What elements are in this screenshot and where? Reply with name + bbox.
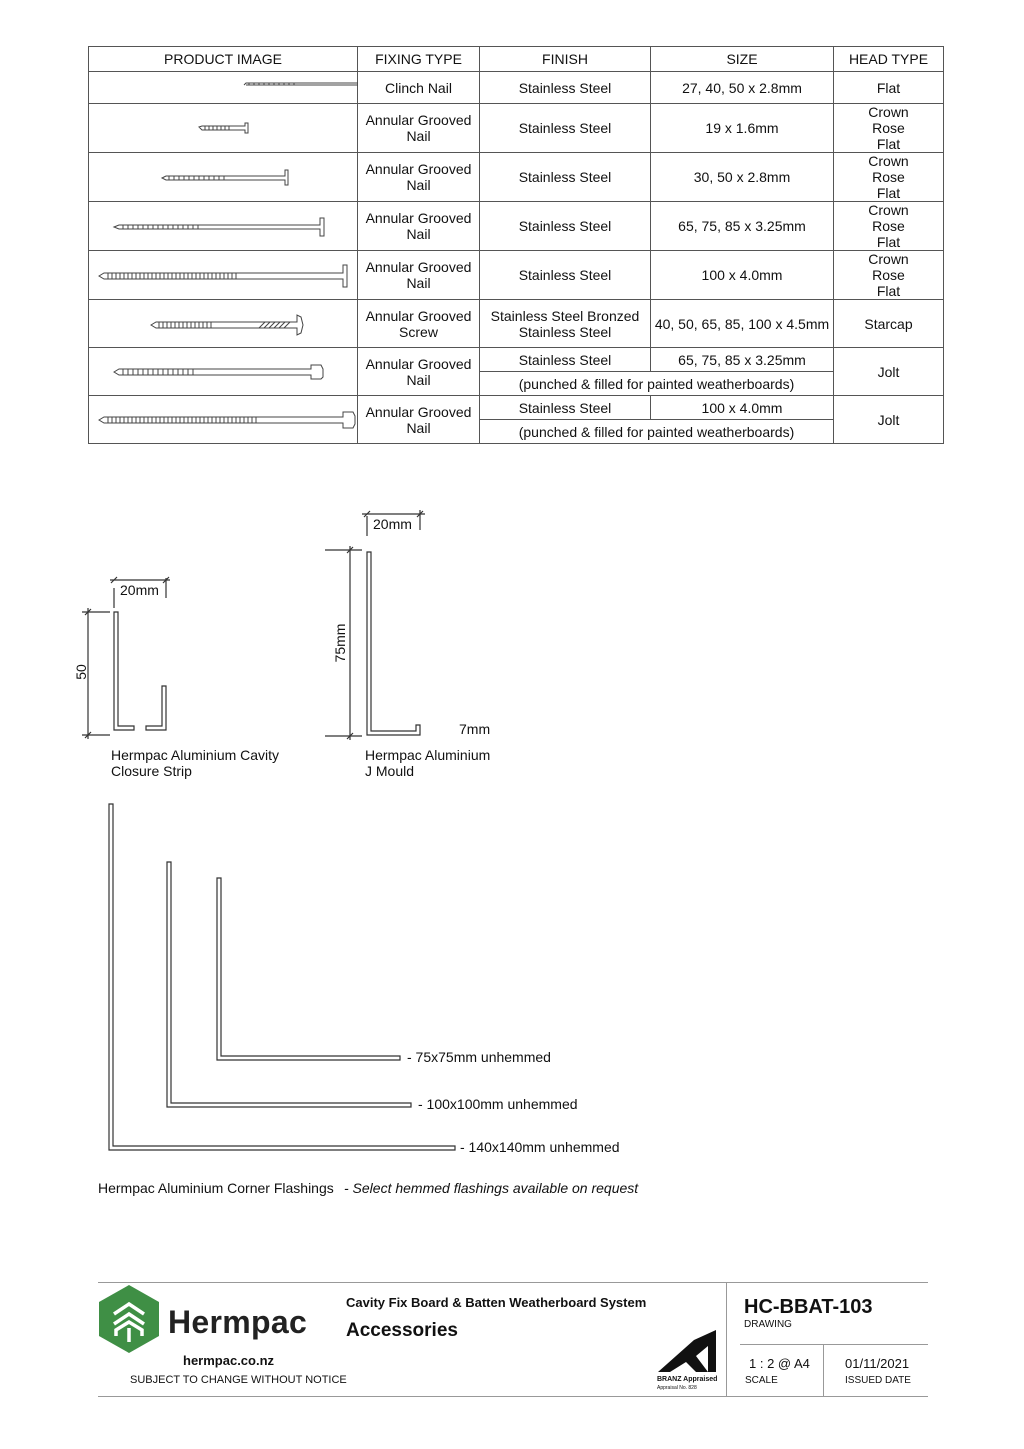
size: 65, 75, 85 x 3.25mm	[651, 348, 834, 372]
title-block-divider	[726, 1282, 727, 1397]
disclaimer: SUBJECT TO CHANGE WITHOUT NOTICE	[130, 1374, 347, 1386]
clinch-nail-image	[89, 72, 358, 104]
corner-flashings-label: Hermpac Aluminium Corner Flashings	[98, 1180, 334, 1196]
size: 100 x 4.0mm	[651, 396, 834, 420]
header-fixing-type: FIXING TYPE	[358, 47, 480, 72]
website: hermpac.co.nz	[183, 1353, 275, 1368]
header-product-image: PRODUCT IMAGE	[89, 47, 358, 72]
header-size: SIZE	[651, 47, 834, 72]
finish: Stainless Steel	[480, 251, 651, 300]
title-block-divider	[740, 1344, 928, 1345]
annular-nail-image	[89, 202, 358, 251]
fixing-type: Annular Grooved Nail	[358, 251, 480, 300]
table-row	[89, 104, 944, 153]
fixing-type: Annular Grooved Nail	[358, 202, 480, 251]
table-row	[89, 202, 944, 251]
annular-nail-image	[89, 153, 358, 202]
fixing-type: Annular Grooved Nail	[358, 348, 480, 396]
finish-note: (punched & filled for painted weatherboards)	[480, 372, 834, 396]
flashing-100-profile	[167, 862, 411, 1107]
system-name: Cavity Fix Board & Batten Weatherboard System	[346, 1295, 647, 1310]
branz-number: Appraisal No. 828	[657, 1385, 697, 1391]
table-row	[89, 153, 944, 202]
head-type: Crown Rose Flat	[834, 251, 944, 300]
issued-date: 01/11/2021	[845, 1356, 910, 1371]
finish: Stainless Steel	[480, 153, 651, 202]
annular-nail-image	[89, 104, 358, 153]
flashing-75-label: - 75x75mm unhemmed	[407, 1049, 551, 1065]
closure-height-dim: 50	[73, 664, 89, 680]
title-block-bottom-border	[98, 1396, 928, 1397]
table-row	[89, 348, 944, 372]
head-type: Jolt	[834, 396, 944, 444]
table-row	[89, 251, 944, 300]
annular-screw-image	[89, 300, 358, 348]
j-mould-label-1: Hermpac Aluminium	[365, 747, 491, 763]
fixing-type: Clinch Nail	[358, 72, 480, 104]
hermpac-logo-icon	[98, 1284, 160, 1354]
size: 30, 50 x 2.8mm	[651, 153, 834, 202]
branz-label: BRANZ Appraised	[657, 1376, 718, 1383]
table-row	[89, 396, 944, 420]
corner-flashings-note: - Select hemmed flashings available on request	[344, 1180, 639, 1196]
head-type: Crown Rose Flat	[834, 153, 944, 202]
title-block-top-border	[98, 1282, 928, 1283]
fixings-table	[88, 46, 944, 444]
flashing-75-profile	[217, 878, 400, 1060]
drawing-number: HC-BBAT-103	[744, 1296, 873, 1318]
closure-strip-label-1: Hermpac Aluminium Cavity	[111, 747, 280, 763]
drawing-label: DRAWING	[744, 1319, 792, 1330]
annular-nail-image	[89, 251, 358, 300]
head-type: Crown Rose Flat	[834, 202, 944, 251]
head-type: Starcap	[834, 300, 944, 348]
size: 65, 75, 85 x 3.25mm	[651, 202, 834, 251]
drawing-title: Accessories	[346, 1320, 458, 1341]
flashing-140-profile	[109, 804, 455, 1150]
title-block-divider	[823, 1345, 824, 1396]
closure-width-dim: 20mm	[120, 582, 159, 598]
scale-value: 1 : 2 @ A4	[749, 1356, 810, 1371]
size: 40, 50, 65, 85, 100 x 4.5mm	[651, 300, 834, 348]
brand-name: Hermpac	[168, 1304, 308, 1340]
finish: Stainless Steel	[480, 396, 651, 420]
jolt-nail-image	[89, 396, 358, 444]
table-row	[89, 72, 944, 104]
issued-date-label: ISSUED DATE	[845, 1375, 911, 1386]
closure-strip-profile	[114, 612, 166, 730]
fixing-type: Annular Grooved Screw	[358, 300, 480, 348]
head-type: Crown Rose Flat	[834, 104, 944, 153]
finish: Stainless Steel	[480, 348, 651, 372]
header-head-type: HEAD TYPE	[834, 47, 944, 72]
j-mould-label-2: J Mould	[365, 763, 415, 779]
finish: Stainless Steel Bronzed Stainless Steel	[480, 300, 651, 348]
jolt-nail-image	[89, 348, 358, 396]
size: 100 x 4.0mm	[651, 251, 834, 300]
finish: Stainless Steel	[480, 72, 651, 104]
j-mould-height-dim: 75mm	[332, 623, 348, 663]
fixing-type: Annular Grooved Nail	[358, 396, 480, 444]
scale-label: SCALE	[745, 1375, 778, 1386]
size: 19 x 1.6mm	[651, 104, 834, 153]
size: 27, 40, 50 x 2.8mm	[651, 72, 834, 104]
head-type: Flat	[834, 72, 944, 104]
header-finish: FINISH	[480, 47, 651, 72]
table-row	[89, 300, 944, 348]
j-mould-lip-dim: 7mm	[459, 721, 491, 737]
branz-appraised-icon	[656, 1330, 718, 1374]
fixing-type: Annular Grooved Nail	[358, 104, 480, 153]
j-mould-width-dim: 20mm	[373, 516, 412, 532]
flashing-100-label: - 100x100mm unhemmed	[418, 1096, 578, 1112]
fixing-type: Annular Grooved Nail	[358, 153, 480, 202]
finish: Stainless Steel	[480, 104, 651, 153]
finish-note: (punched & filled for painted weatherboards)	[480, 420, 834, 444]
closure-strip-label-2: Closure Strip	[111, 763, 192, 779]
table-header-row	[89, 47, 944, 72]
finish: Stainless Steel	[480, 202, 651, 251]
j-mould-profile	[367, 552, 420, 735]
head-type: Jolt	[834, 348, 944, 396]
flashing-140-label: - 140x140mm unhemmed	[460, 1139, 620, 1155]
